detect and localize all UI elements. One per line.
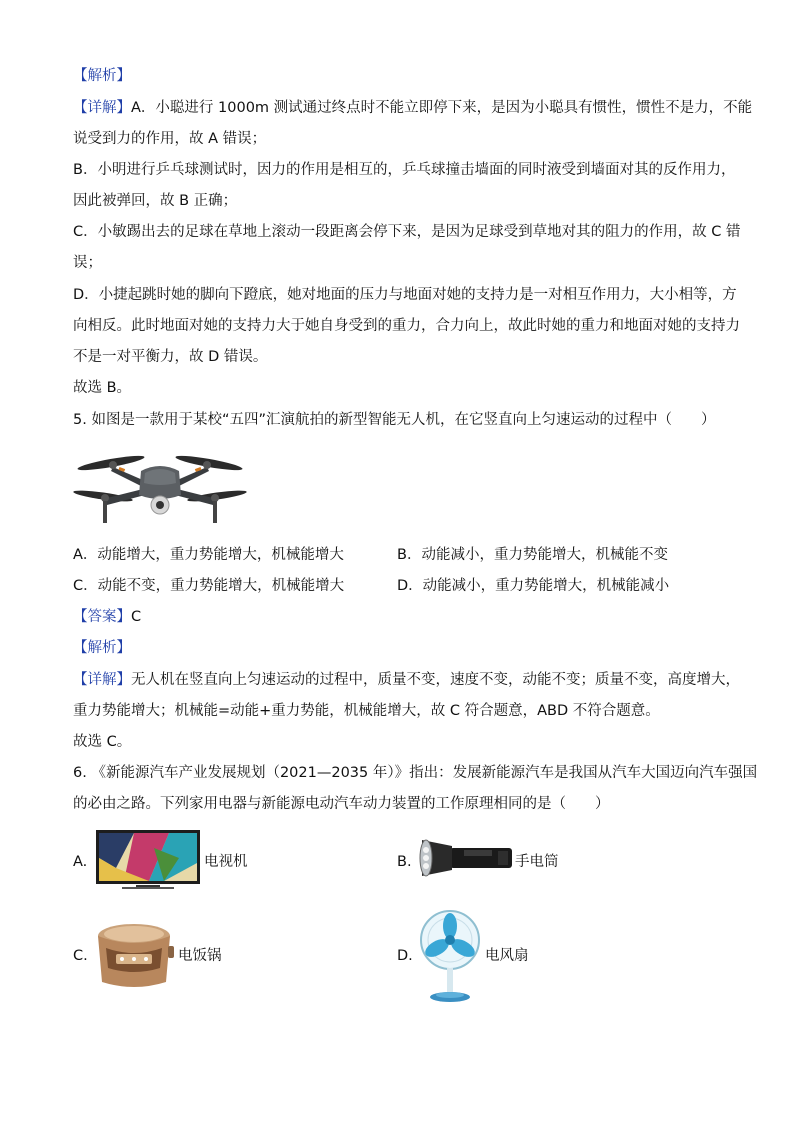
- detail-d-line2: 向相反。此时地面对她的支持力大于她自身受到的重力，合力向上，故此时她的重力和地面对她的支持力: [73, 318, 740, 334]
- q6-option-a-label: 电视机: [204, 854, 248, 870]
- detail-c-line1: C．小敏踢出去的足球在草地上滚动一段距离会停下来，是因为足球受到草地对其的阻力的作用，故 C 错: [73, 224, 741, 240]
- detail-tag: 【详解】: [73, 100, 131, 116]
- television-icon: [94, 828, 202, 892]
- detail-d-line1: D．小捷起跳时她的脚向下蹬底，她对地面的压力与地面对她的支持力是一对相互作用力，大小相等，方: [73, 287, 737, 303]
- q5-option-c: C．动能不变，重力势能增大，机械能增大: [73, 578, 345, 594]
- question-6-stem-line1: 6. 《新能源汽车产业发展规划（2021—2035 年）》指出：发展新能源汽车是我国从汽车大国迈向汽车强国: [73, 765, 758, 781]
- q6-option-a-letter: A.: [73, 854, 88, 870]
- q6-option-b-letter: B.: [397, 854, 412, 870]
- q5-option-d: D．动能减小，重力势能增大，机械能减小: [397, 578, 670, 594]
- detail-a-line1: [73, 98, 752, 118]
- detail-b-line1: B．小明进行乒乓球测试时，因力的作用是相互的，乒乓球撞击墙面的同时液受到墙面对其的反作用力，: [73, 162, 736, 178]
- question-6-stem-line2: 的必由之路。下列家用电器与新能源电动汽车动力装置的工作原理相同的是（ ）: [73, 796, 610, 812]
- q5-option-a: A．动能增大，重力势能增大，机械能增大: [73, 547, 344, 563]
- q5-option-b: B．动能减小，重力势能增大，机械能不变: [397, 547, 668, 563]
- q5-detail-text: 无人机在竖直向上匀速运动的过程中，质量不变，速度不变，动能不变；质量不变，高度增大，: [131, 672, 740, 688]
- question-5-stem: 5. 如图是一款用于某校“五四”汇演航拍的新型智能无人机，在它竖直向上匀速运动的过程中（ ）: [73, 412, 716, 428]
- answer-value: C: [131, 609, 142, 625]
- detail-d-line3: 不是一对平衡力，故 D 错误。: [73, 349, 268, 365]
- q6-option-d-label: 电风扇: [485, 948, 529, 964]
- detail-c-line2: 误；: [73, 255, 102, 271]
- flashlight-icon: [418, 836, 514, 880]
- detail-a-text: A．小聪进行 1000m 测试通过终点时不能立即停下来，是因为小聪具有惯性，惯性不是力，不能: [131, 100, 753, 116]
- q5-analysis-heading: 【解析】: [73, 640, 131, 656]
- answer-tag: 【答案】: [73, 609, 131, 625]
- q6-option-c-label: 电饭锅: [178, 948, 222, 964]
- q6-option-d-letter: D.: [397, 948, 413, 964]
- q6-option-b-label: 手电筒: [515, 854, 559, 870]
- q5-conclusion: 故选 C。: [73, 734, 132, 750]
- detail-b-line2: 因此被弹回，故 B 正确；: [73, 193, 238, 209]
- electric-fan-icon: [418, 908, 482, 1004]
- q6-option-c-letter: C.: [73, 948, 88, 964]
- drone-icon: [73, 443, 247, 529]
- rice-cooker-icon: [92, 918, 176, 994]
- conclusion-b: 故选 B。: [73, 380, 132, 396]
- detail-a-line2: 说受到力的作用，故 A 错误；: [73, 131, 267, 147]
- detail-tag: 【详解】: [73, 672, 131, 688]
- q5-answer: [73, 607, 141, 627]
- q5-detail-line1: [73, 670, 740, 690]
- q5-detail-line2: 重力势能增大；机械能=动能+重力势能，机械能增大，故 C 符合题意，ABD 不符合题意。: [73, 703, 660, 719]
- analysis-heading: 【解析】: [73, 68, 131, 84]
